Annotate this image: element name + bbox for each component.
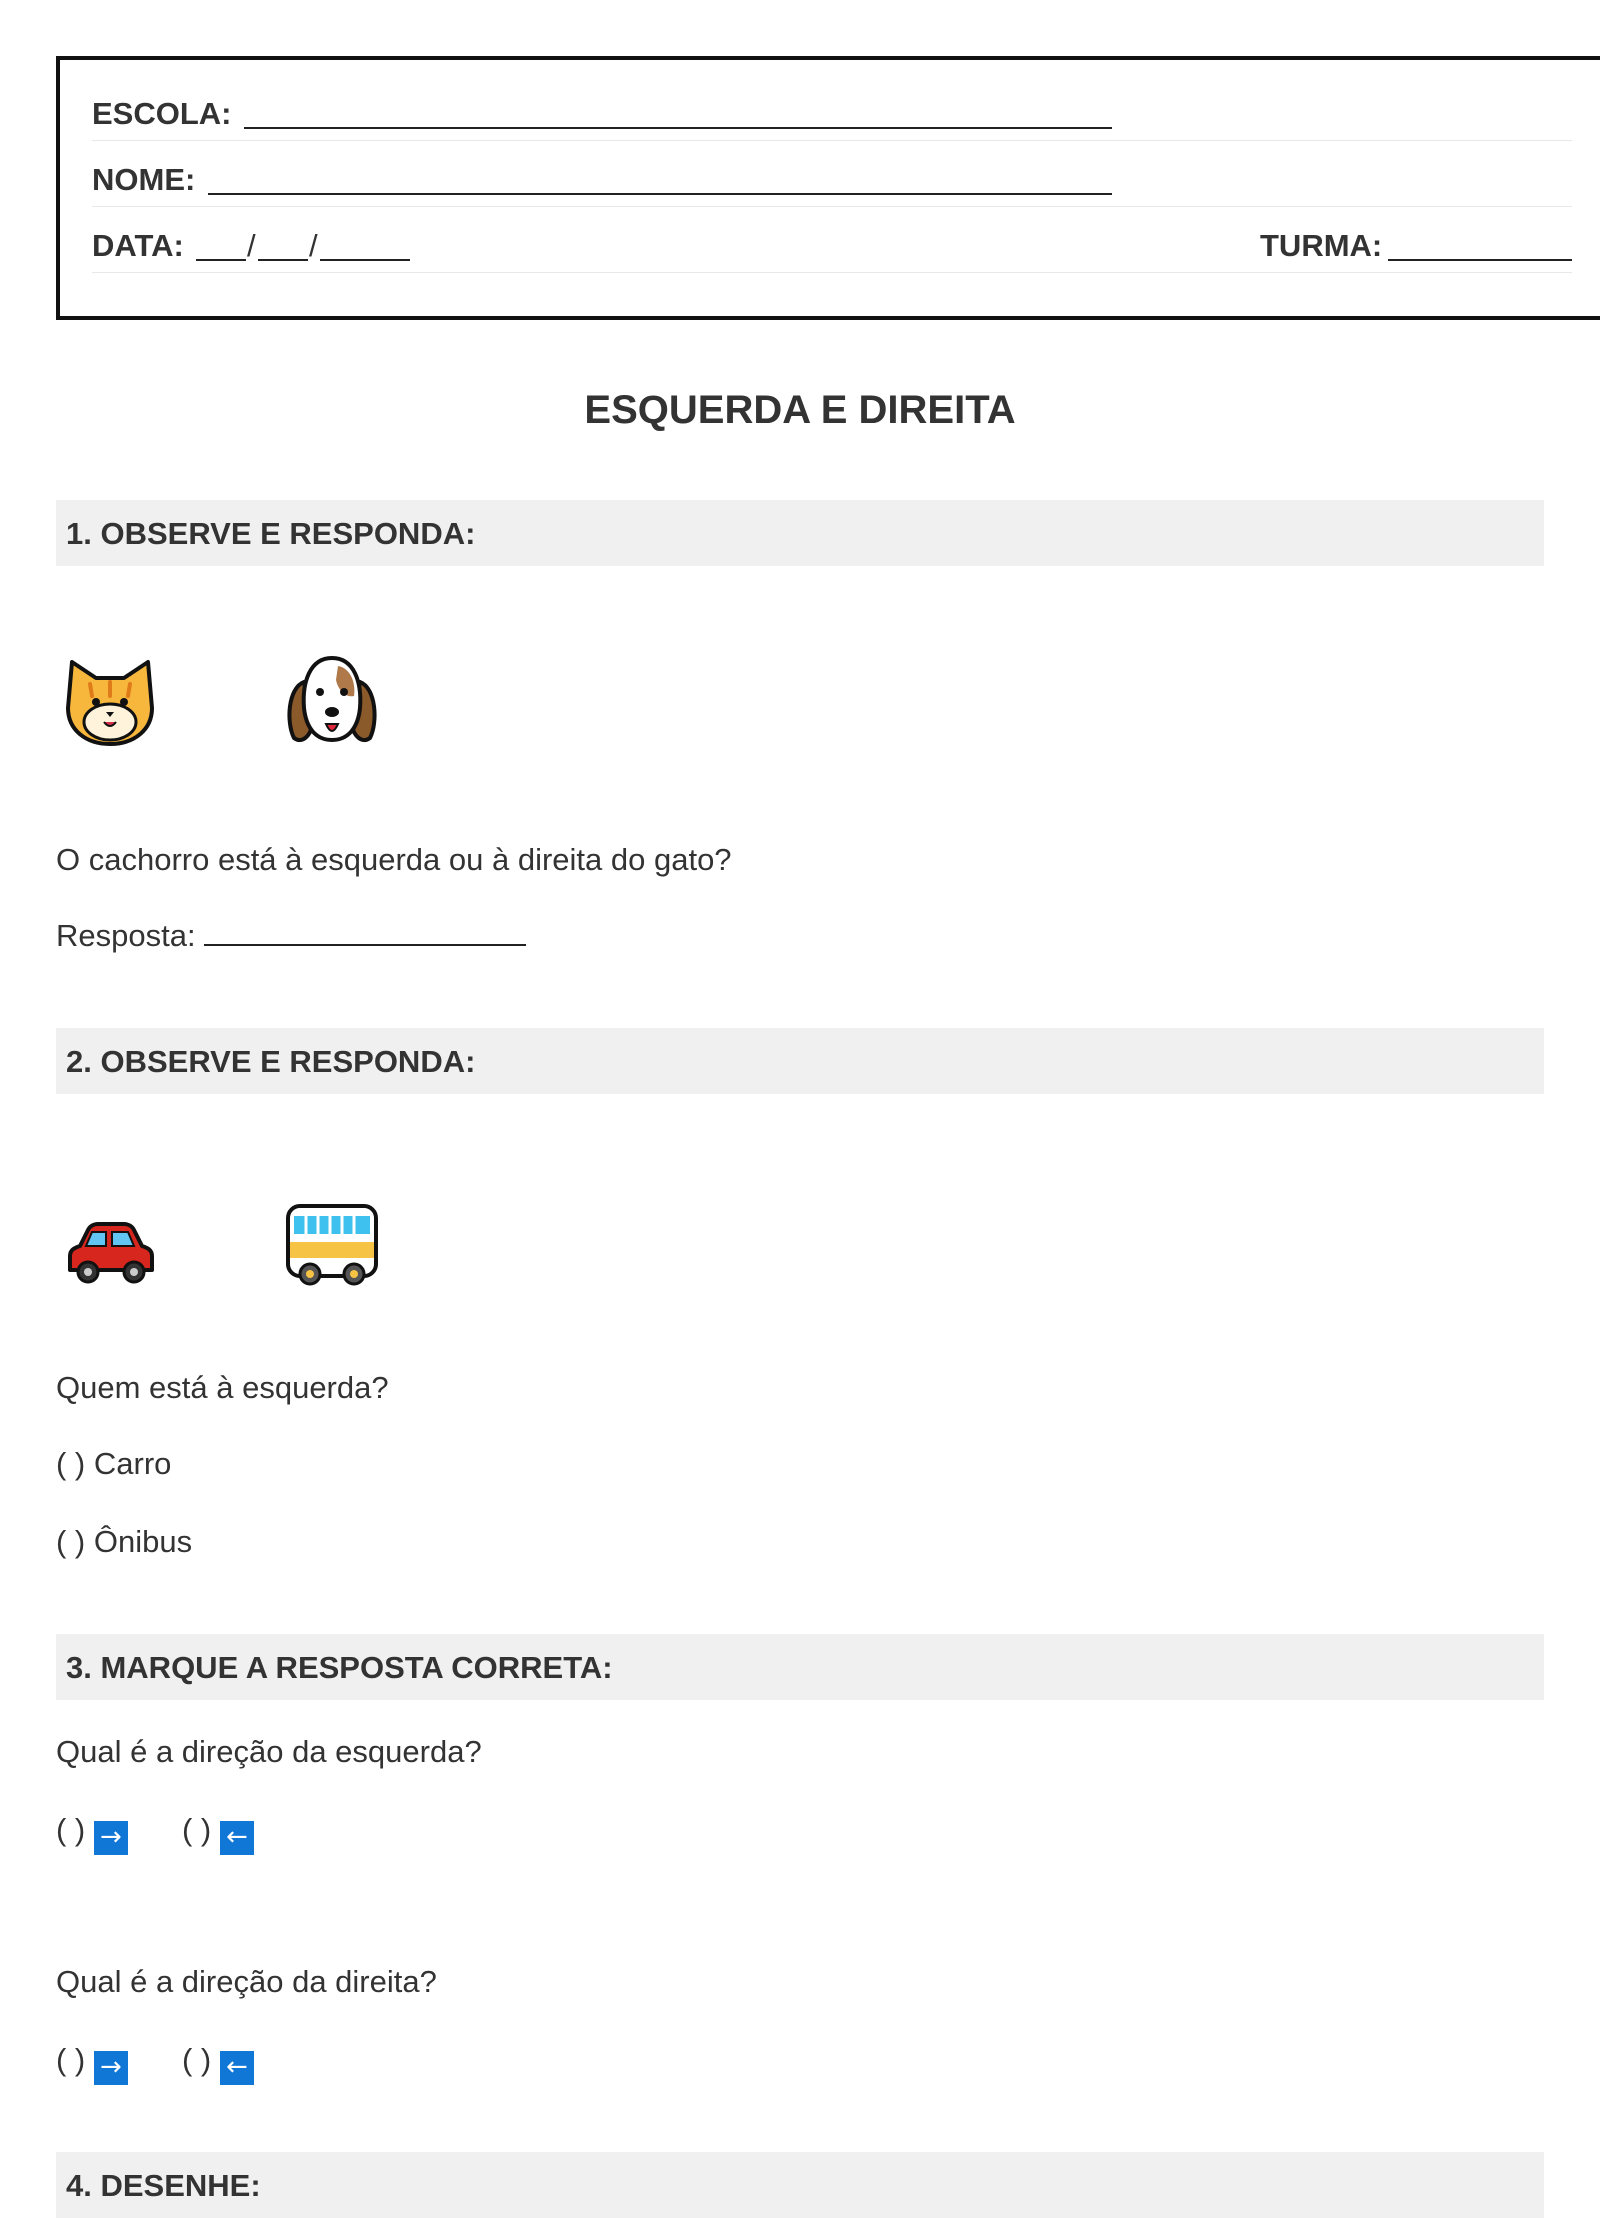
date-separator: / [309,228,318,263]
option-paren: ( ) [182,2042,212,2077]
date-month-field[interactable] [258,259,308,261]
answer-label: Resposta: [56,918,196,953]
option-left-arrow[interactable] [182,1812,254,1855]
section-heading-1 [56,500,1544,566]
class-label: TURMA: [1260,228,1383,263]
left-arrow-icon: ← [220,2051,254,2085]
option-paren: ( ) [56,1812,86,1847]
option-carro[interactable]: ( ) Carro [56,1446,172,1481]
section-heading-text: 3. MARQUE A RESPOSTA CORRETA: [66,1650,613,1685]
date-label: DATA: [92,228,184,263]
option-paren: ( ) [182,1812,212,1847]
dog-icon [284,652,380,748]
option-onibus[interactable]: ( ) Ônibus [56,1524,193,1559]
section-heading-text: 2. OBSERVE E RESPONDA: [66,1044,476,1079]
date-row [92,206,1572,273]
answer-field[interactable] [204,918,526,946]
question-2: Quem está à esquerda? [56,1370,389,1405]
name-field[interactable] [208,193,1112,195]
option-right-arrow[interactable] [56,2042,128,2085]
school-label: ESCOLA: [92,96,232,131]
date-day-field[interactable] [196,259,246,261]
option-right-arrow[interactable] [56,1812,128,1855]
car-icon [62,1200,158,1296]
school-field[interactable] [244,127,1112,129]
name-label: NOME: [92,162,196,197]
section-heading-text: 1. OBSERVE E RESPONDA: [66,516,476,551]
option-left-arrow[interactable] [182,2042,254,2085]
header-box [56,56,1600,320]
section-heading-2 [56,1028,1544,1094]
right-arrow-icon: → [94,2051,128,2085]
date-separator: / [247,228,256,263]
school-row [92,74,1572,141]
cat-icon [62,652,158,748]
right-arrow-icon: → [94,1821,128,1855]
question-1: O cachorro está à esquerda ou à direita do gato? [56,842,732,877]
date-year-field[interactable] [320,259,410,261]
option-paren: ( ) [56,2042,86,2077]
answer-row [56,918,526,954]
left-arrow-icon: ← [220,1821,254,1855]
bus-icon [284,1200,380,1296]
question-3b: Qual é a direção da direita? [56,1964,437,1999]
section-heading-4 [56,2152,1544,2218]
name-row [92,140,1572,207]
page-title: ESQUERDA E DIREITA [584,388,1016,432]
section-heading-text: 4. DESENHE: [66,2168,261,2203]
question-3a: Qual é a direção da esquerda? [56,1734,482,1769]
section-heading-3 [56,1634,1544,1700]
class-field[interactable] [1388,259,1572,261]
